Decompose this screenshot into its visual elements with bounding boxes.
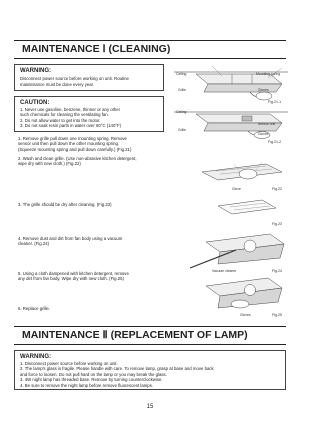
step-1-line: sensor unit then pull down the other mounting spring. — [18, 141, 120, 147]
fig-label: Vacuum cleaner — [212, 269, 237, 273]
fig-caption: Fig.22 — [272, 187, 282, 191]
warning-line: 3. 4W night lamp has threaded base. Remove by turning counterclockwise. — [20, 377, 163, 383]
fig-caption: Fig.21-2 — [268, 140, 282, 144]
section-header-lamp-replacement — [14, 326, 286, 345]
section-header-cleaning — [14, 40, 286, 59]
fig-caption: Fig.23 — [272, 222, 282, 226]
fig-label: Glove — [232, 187, 241, 191]
fig-25-illustration — [196, 274, 286, 314]
page-number: 15 — [146, 404, 154, 410]
caution-box — [14, 96, 164, 132]
fig-label: Grille — [178, 128, 186, 132]
warning-line: Disconnect power source before working on unit. Routine — [20, 76, 129, 81]
fig-label: Gloves — [258, 132, 269, 136]
section-title: MAINTENANCE Ⅱ (REPLACEMENT OF LAMP) — [22, 329, 248, 341]
fig-caption: Fig.24 — [272, 269, 282, 273]
warning-line: maintenance must be done every year. — [20, 81, 95, 87]
caution-title: CAUTION: — [20, 100, 50, 106]
section-title: MAINTENANCE Ⅰ (CLEANING) — [22, 43, 171, 55]
fig-label: Sensor unit — [258, 122, 276, 126]
step-4-line: 4. Remove dust and dirt from fan body using a vacuum — [18, 236, 123, 241]
warning-box — [14, 64, 164, 91]
fig-24-illustration — [186, 228, 286, 272]
caution-line: 3. Do not soak resin parts in water over 60°C (140°F) — [20, 123, 122, 129]
warning-title: WARNING: — [20, 354, 51, 360]
fig-label: Ceiling — [176, 110, 187, 114]
fig-label: Gloves — [240, 313, 251, 317]
fig-label: Ceiling — [176, 72, 187, 76]
step-3-line: 3. The grille should be dry after cleaning. (Fig.23) — [18, 202, 112, 207]
fig-label: Grille — [178, 88, 186, 92]
step-2-line: 2. Wash and clean grille. (Use non-abrasive kitchen detergent, — [18, 156, 137, 161]
fig-caption: Fig.21-1 — [268, 100, 282, 104]
warning-line: 4. Be sure to remove the night lamp before remove fluorescent lamps. — [20, 382, 154, 388]
fig-label: Gloves — [258, 88, 269, 92]
fig-22-illustration — [196, 154, 286, 190]
caution-line: 1. Never use gasoline, benzene, thinner or any other — [20, 107, 121, 112]
warning-line: 1. Disconnect power source before working on unit. — [20, 361, 118, 366]
step-1-line: (Squeeze mounting spring and pull down carefully.) (Fig.21) — [18, 146, 132, 152]
fig-label: Mounting spring — [256, 72, 281, 76]
fig-caption: Fig.25 — [272, 313, 282, 317]
step-5-line: any dirt from fan body. Wipe dry with new cloth. (Fig.25) — [18, 276, 124, 282]
caution-line: such chemicals for cleaning the ventilating fan. — [20, 112, 109, 118]
caution-line: 2. Do not allow water to get into the motor. — [20, 117, 101, 123]
warning-line: and force to loosen. Do not pull hard on the lamp or you may break the glass. — [20, 371, 167, 377]
warning-box-lamp — [14, 350, 286, 390]
step-5-line: 5. Using a cloth dampened with kitchen detergent, remove — [18, 271, 129, 276]
step-2-line: wipe dry with new cloth.) (Fig.22) — [18, 161, 81, 167]
step-4-line: cleaner. (Fig.24) — [18, 241, 50, 247]
warning-title: WARNING: — [20, 68, 51, 74]
warning-line: 2. The lamp's glass is fragile. Please handle with care. To remove lamp, grasp at base and move back — [20, 366, 214, 372]
step-1-line: 1. Remove grille pull down one mounting spring. Remove — [18, 136, 127, 141]
fig-21-1-illustration — [172, 62, 290, 104]
step-6-line: 6. Replace grille. — [18, 306, 51, 311]
